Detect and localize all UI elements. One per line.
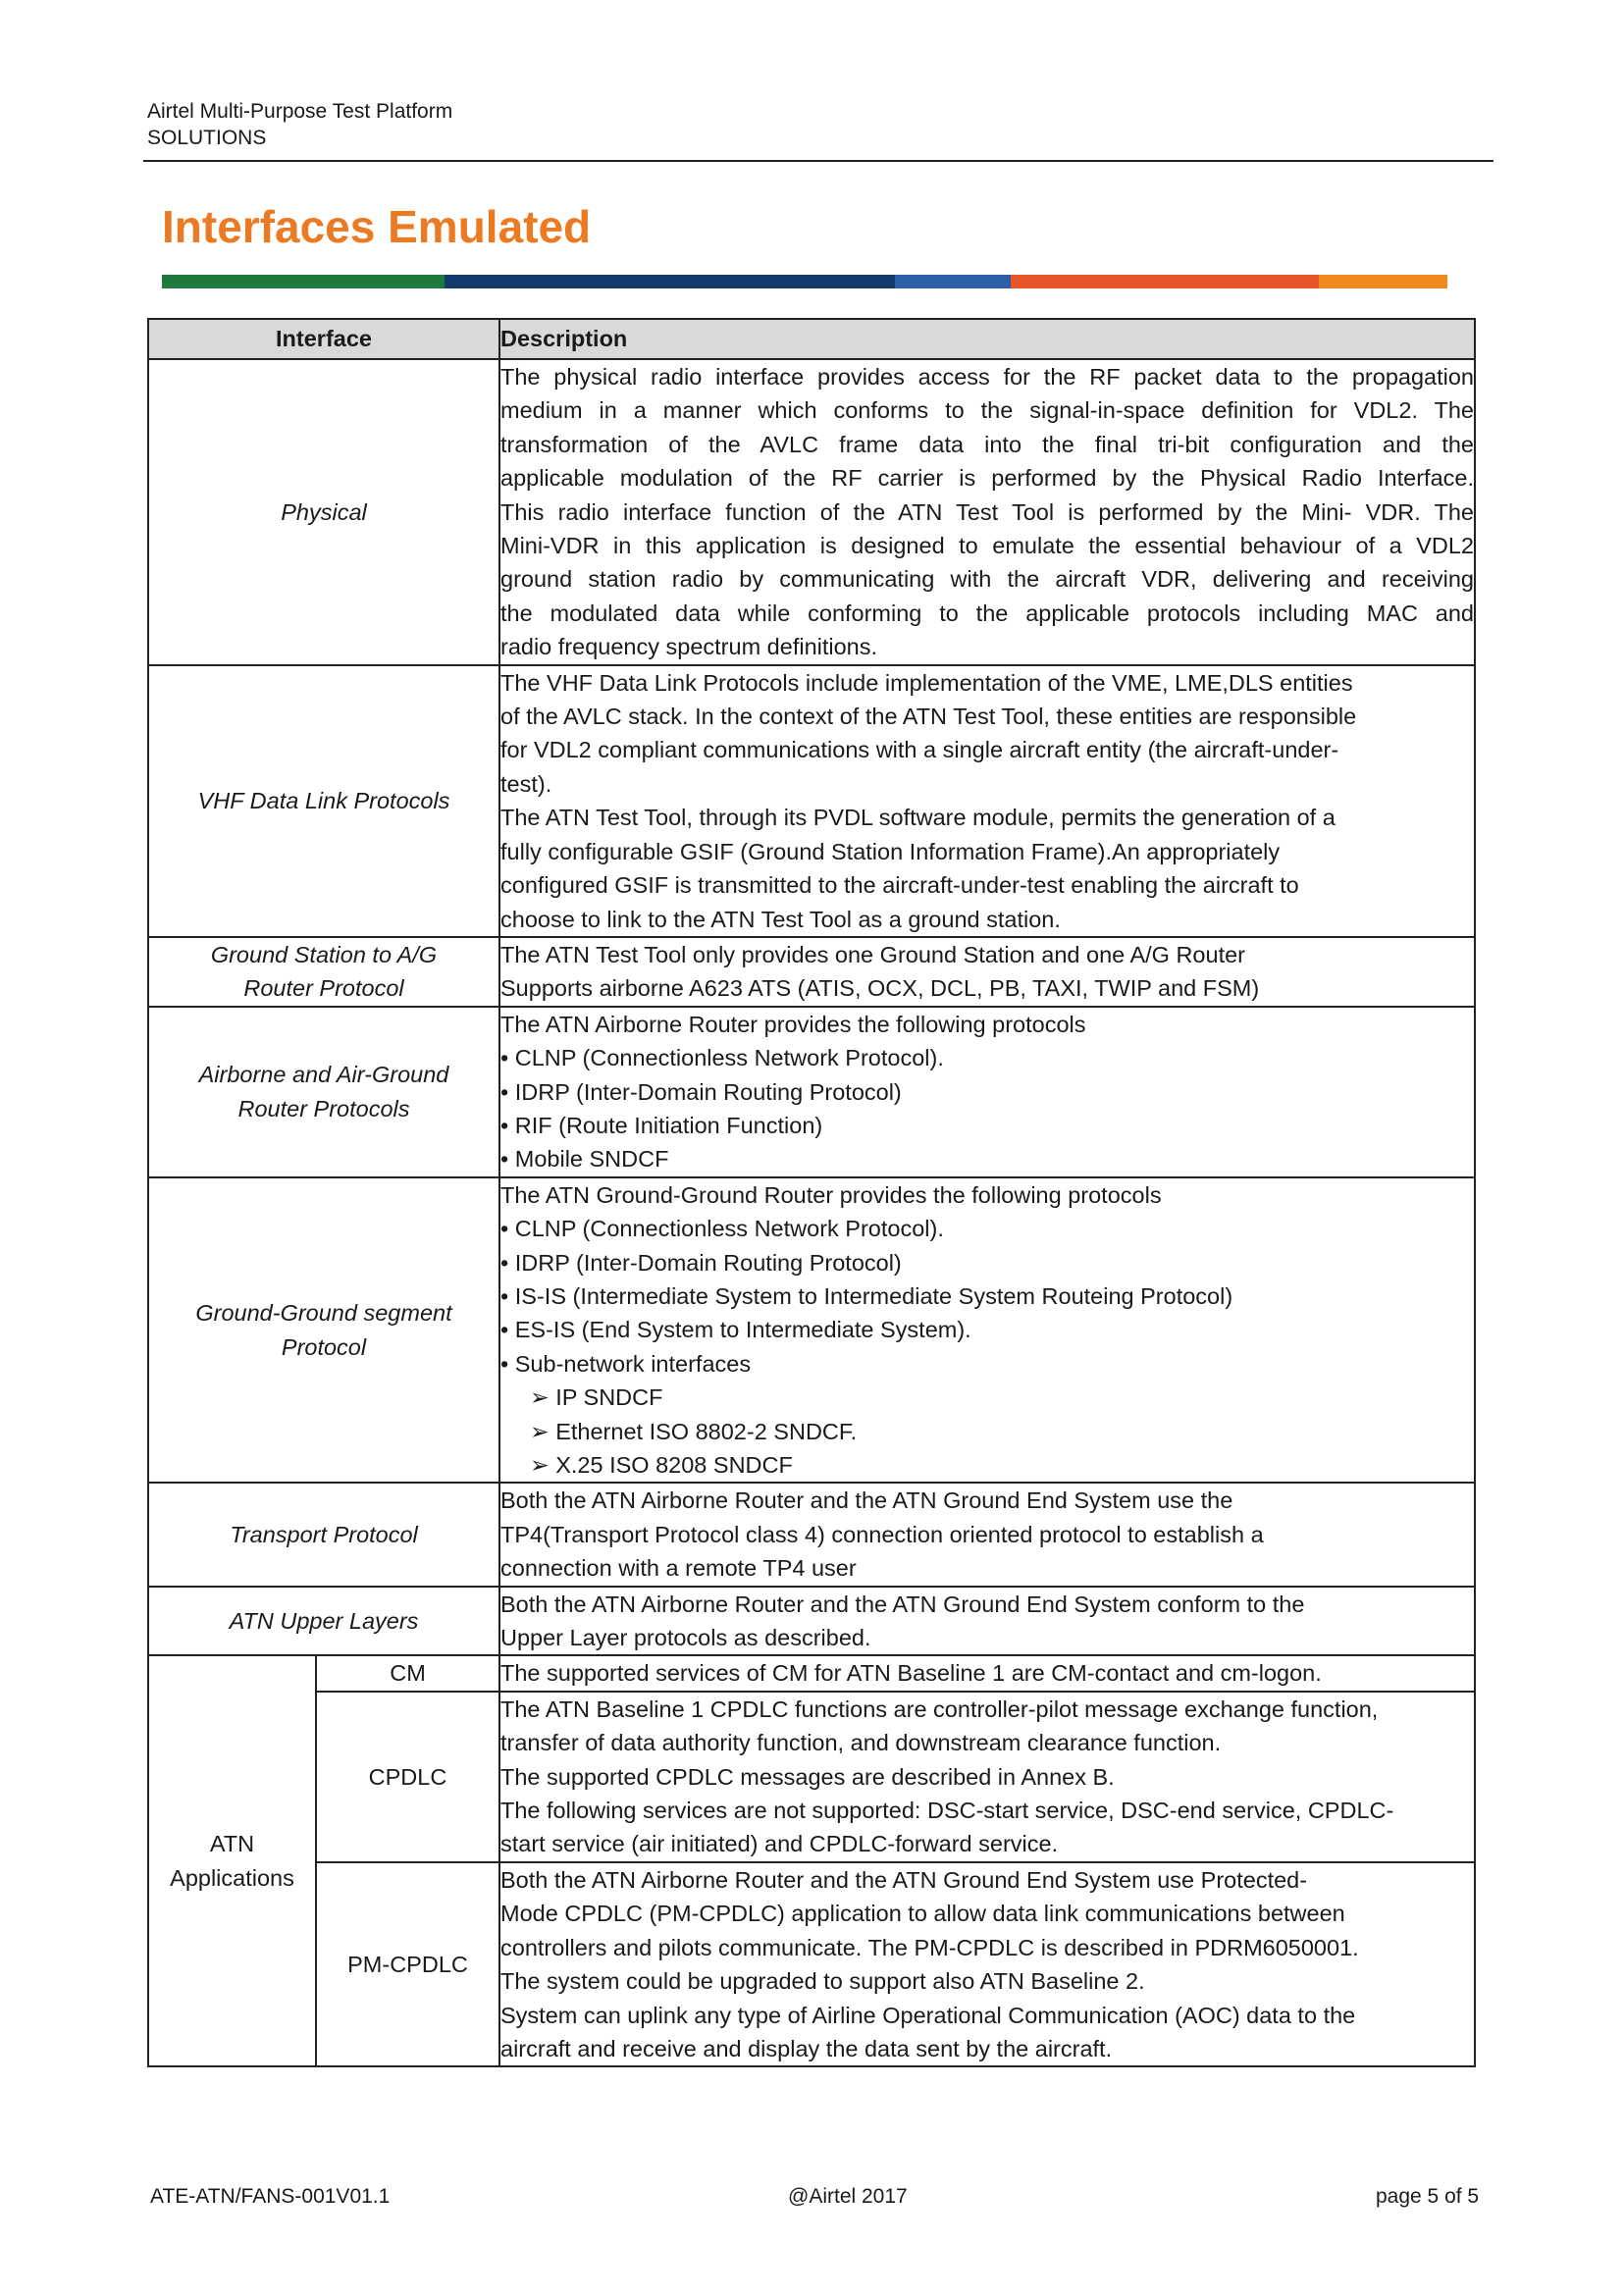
description-line: System can uplink any type of Airline Operational Communication (AOC) data to the — [500, 2002, 1356, 2028]
description-line: for VDL2 compliant communications with a single aircraft entity (the aircraft-under- — [500, 737, 1339, 763]
interface-description — [499, 1483, 1475, 1586]
interface-name-line: Airborne and Air-Ground — [198, 1062, 449, 1088]
description-line: Both the ATN Airborne Router and the ATN Ground End System conform to the — [500, 1591, 1305, 1617]
description-lines — [500, 1656, 1474, 1690]
band-orange — [1319, 275, 1447, 288]
sub-interface-name — [316, 1862, 499, 2066]
description-line: applicable modulation of the RF carrier is performed by the Physical Radio Interface. — [500, 465, 1474, 492]
sub-interface-description — [499, 1862, 1475, 2066]
description-line: fully configurable GSIF (Ground Station Information Frame).An appropriately — [500, 838, 1281, 864]
table-row — [148, 1655, 1475, 1691]
interface-name — [148, 1483, 499, 1586]
sub-interface-name-text: CPDLC — [368, 1763, 447, 1790]
header-rule — [143, 160, 1493, 162]
interface-name — [148, 937, 499, 1007]
interface-name-text: VHF Data Link Protocols — [197, 788, 450, 814]
color-band — [162, 275, 1447, 288]
interface-name — [148, 1587, 499, 1656]
interface-name-line: Ground-Ground segment — [195, 1300, 452, 1327]
description-line: TP4(Transport Protocol class 4) connection oriented protocol to establish a — [500, 1521, 1264, 1547]
table-row — [148, 1007, 1475, 1177]
description-line: Both the ATN Airborne Router and the ATN Ground End System use Protected- — [500, 1866, 1308, 1893]
interface-name — [148, 1007, 499, 1177]
description-line: This radio interface function of the ATN Test Tool is performed by the Mini- VDR. The — [500, 498, 1474, 525]
description-lines — [500, 1484, 1474, 1585]
interface-description — [499, 1177, 1475, 1484]
sub-item-line: ➢ Ethernet ISO 8802-2 SNDCF. — [530, 1418, 858, 1444]
table-row — [148, 1862, 1475, 2066]
band-red — [1011, 275, 1319, 288]
interface-name-line: Router Protocols — [237, 1095, 410, 1121]
description-line: Mode CPDLC (PM-CPDLC) application to allow data link communications between — [500, 1901, 1345, 1927]
description-line: The ATN Test Tool, through its PVDL software module, permits the generation of a — [500, 805, 1336, 831]
group-name-line: ATN — [209, 1831, 255, 1857]
interface-name-text: Transport Protocol — [230, 1521, 418, 1547]
description-lines — [500, 1178, 1474, 1381]
description-line: • IDRP (Inter-Domain Routing Protocol) — [500, 1249, 902, 1276]
sub-interface-description — [499, 1655, 1475, 1691]
description-line: configured GSIF is transmitted to the aircraft-under-test enabling the aircraft to — [500, 872, 1299, 899]
description-line: The physical radio interface provides access for the RF packet data to the propagation — [500, 364, 1474, 390]
table-row — [148, 1587, 1475, 1656]
description-line: The ATN Baseline 1 CPDLC functions are controller-pilot message exchange function, — [500, 1695, 1379, 1722]
description-line: of the AVLC stack. In the context of the ATN Test Tool, these entities are responsible — [500, 704, 1357, 730]
description-line: ground station radio by communicating with the aircraft VDR, delivering and receiving — [500, 566, 1474, 593]
interface-description — [499, 359, 1475, 665]
footer-page-number: page 5 of 5 — [1376, 2185, 1480, 2208]
description-line: Upper Layer protocols as described. — [500, 1625, 871, 1651]
description-lines — [500, 938, 1474, 1006]
description-lines — [500, 1863, 1474, 2065]
sub-item-line: ➢ X.25 ISO 8208 SNDCF — [530, 1452, 793, 1478]
interface-name — [148, 359, 499, 665]
description-line: The system could be upgraded to support also ATN Baseline 2. — [500, 1968, 1145, 1995]
footer-copyright: @Airtel 2017 — [788, 2185, 908, 2208]
interface-name-text: Physical — [281, 498, 367, 525]
interface-name — [148, 665, 499, 937]
band-green — [162, 275, 445, 288]
interface-name — [148, 1177, 499, 1484]
interface-description — [499, 1587, 1475, 1656]
sub-interface-name — [316, 1692, 499, 1862]
description-line: • ES-IS (End System to Intermediate System). — [500, 1317, 971, 1343]
interface-name-line: Ground Station to A/G — [210, 941, 438, 967]
sub-interface-description — [499, 1692, 1475, 1862]
header-section: SOLUTIONS — [147, 127, 267, 149]
description-line: • RIF (Route Initiation Function) — [500, 1112, 823, 1138]
description-lines — [500, 666, 1474, 936]
description-line: Mini-VDR in this application is designed to emulate the essential behaviour of a VDL2 — [500, 533, 1474, 559]
description-line: The supported services of CM for ATN Baseline 1 are CM-contact and cm-logon. — [500, 1660, 1322, 1687]
description-line: • Mobile SNDCF — [500, 1146, 669, 1173]
band-blue — [895, 275, 1011, 288]
table-header-row — [148, 319, 1475, 359]
table-row — [148, 1177, 1475, 1484]
description-line: the modulated data while conforming to the applicable protocols including MAC and — [500, 600, 1474, 626]
description-line: • IDRP (Inter-Domain Routing Protocol) — [500, 1078, 902, 1105]
description-line: start service (air initiated) and CPDLC-forward service. — [500, 1831, 1059, 1857]
sub-item-line: ➢ IP SNDCF — [530, 1384, 663, 1411]
description-line: • IS-IS (Intermediate System to Intermediate System Routeing Protocol) — [500, 1282, 1233, 1309]
description-line: The ATN Ground-Ground Router provides the following protocols — [500, 1181, 1162, 1208]
description-line: The supported CPDLC messages are described in Annex B. — [500, 1763, 1115, 1790]
sub-interface-name-text: PM-CPDLC — [347, 1951, 468, 1977]
description-line: The ATN Airborne Router provides the following protocols — [500, 1011, 1086, 1037]
description-lines — [500, 1008, 1474, 1176]
description-line: Both the ATN Airborne Router and the ATN Ground End System use the — [500, 1487, 1233, 1514]
description-line: radio frequency spectrum definitions. — [500, 634, 878, 660]
table-row — [148, 359, 1475, 665]
interface-description — [499, 665, 1475, 937]
description-lines — [500, 360, 1474, 664]
header-description: Description — [499, 319, 1475, 359]
description-line: transformation of the AVLC frame data into the final tri-bit configuration and the — [500, 431, 1474, 457]
description-lines — [500, 1693, 1474, 1861]
description-line: transfer of data authority function, and downstream clearance function. — [500, 1730, 1222, 1756]
description-line: medium in a manner which conforms to the signal-in-space definition for VDL2. The — [500, 397, 1474, 424]
interface-description — [499, 1007, 1475, 1177]
description-line: The VHF Data Link Protocols include implementation of the VME, LME,DLS entities — [500, 669, 1353, 696]
page-title: Interfaces Emulated — [162, 201, 592, 252]
description-line: choose to link to the ATN Test Tool as a ground station. — [500, 906, 1061, 932]
description-line: controllers and pilots communicate. The PM-CPDLC is described in PDRM6050001. — [500, 1934, 1359, 1960]
band-navy — [445, 275, 895, 288]
description-lines — [500, 1588, 1474, 1655]
interface-name-line: Router Protocol — [243, 975, 404, 1002]
description-line: • CLNP (Connectionless Network Protocol). — [500, 1216, 944, 1242]
group-name-line: Applications — [170, 1864, 294, 1891]
footer-doc-id: ATE-ATN/FANS-001V01.1 — [150, 2185, 391, 2208]
header-company: Airtel Multi-Purpose Test Platform — [147, 100, 453, 123]
description-line: connection with a remote TP4 user — [500, 1555, 857, 1582]
table-row — [148, 1692, 1475, 1862]
description-line: • CLNP (Connectionless Network Protocol). — [500, 1045, 944, 1071]
page-header — [147, 98, 452, 151]
description-line: test). — [500, 770, 552, 797]
description-line: The following services are not supported: DSC-start service, DSC-end service, CPDLC- — [500, 1798, 1394, 1824]
interface-description — [499, 937, 1475, 1007]
description-line: aircraft and receive and display the data sent by the aircraft. — [500, 2035, 1113, 2061]
description-line: • Sub-network interfaces — [500, 1350, 752, 1377]
interface-name-text: ATN Upper Layers — [229, 1607, 419, 1634]
header-interface: Interface — [148, 319, 499, 359]
table-row — [148, 665, 1475, 937]
sub-interface-name-text: CM — [390, 1660, 426, 1687]
group-name — [148, 1655, 316, 2066]
interfaces-table — [147, 318, 1476, 2067]
table-row — [148, 1483, 1475, 1586]
description-line: Supports airborne A623 ATS (ATIS, OCX, DCL, PB, TAXI, TWIP and FSM) — [500, 975, 1260, 1002]
table-row — [148, 937, 1475, 1007]
sub-interface-name — [316, 1655, 499, 1691]
interface-name-line: Protocol — [281, 1333, 367, 1360]
description-line: The ATN Test Tool only provides one Ground Station and one A/G Router — [500, 941, 1245, 967]
